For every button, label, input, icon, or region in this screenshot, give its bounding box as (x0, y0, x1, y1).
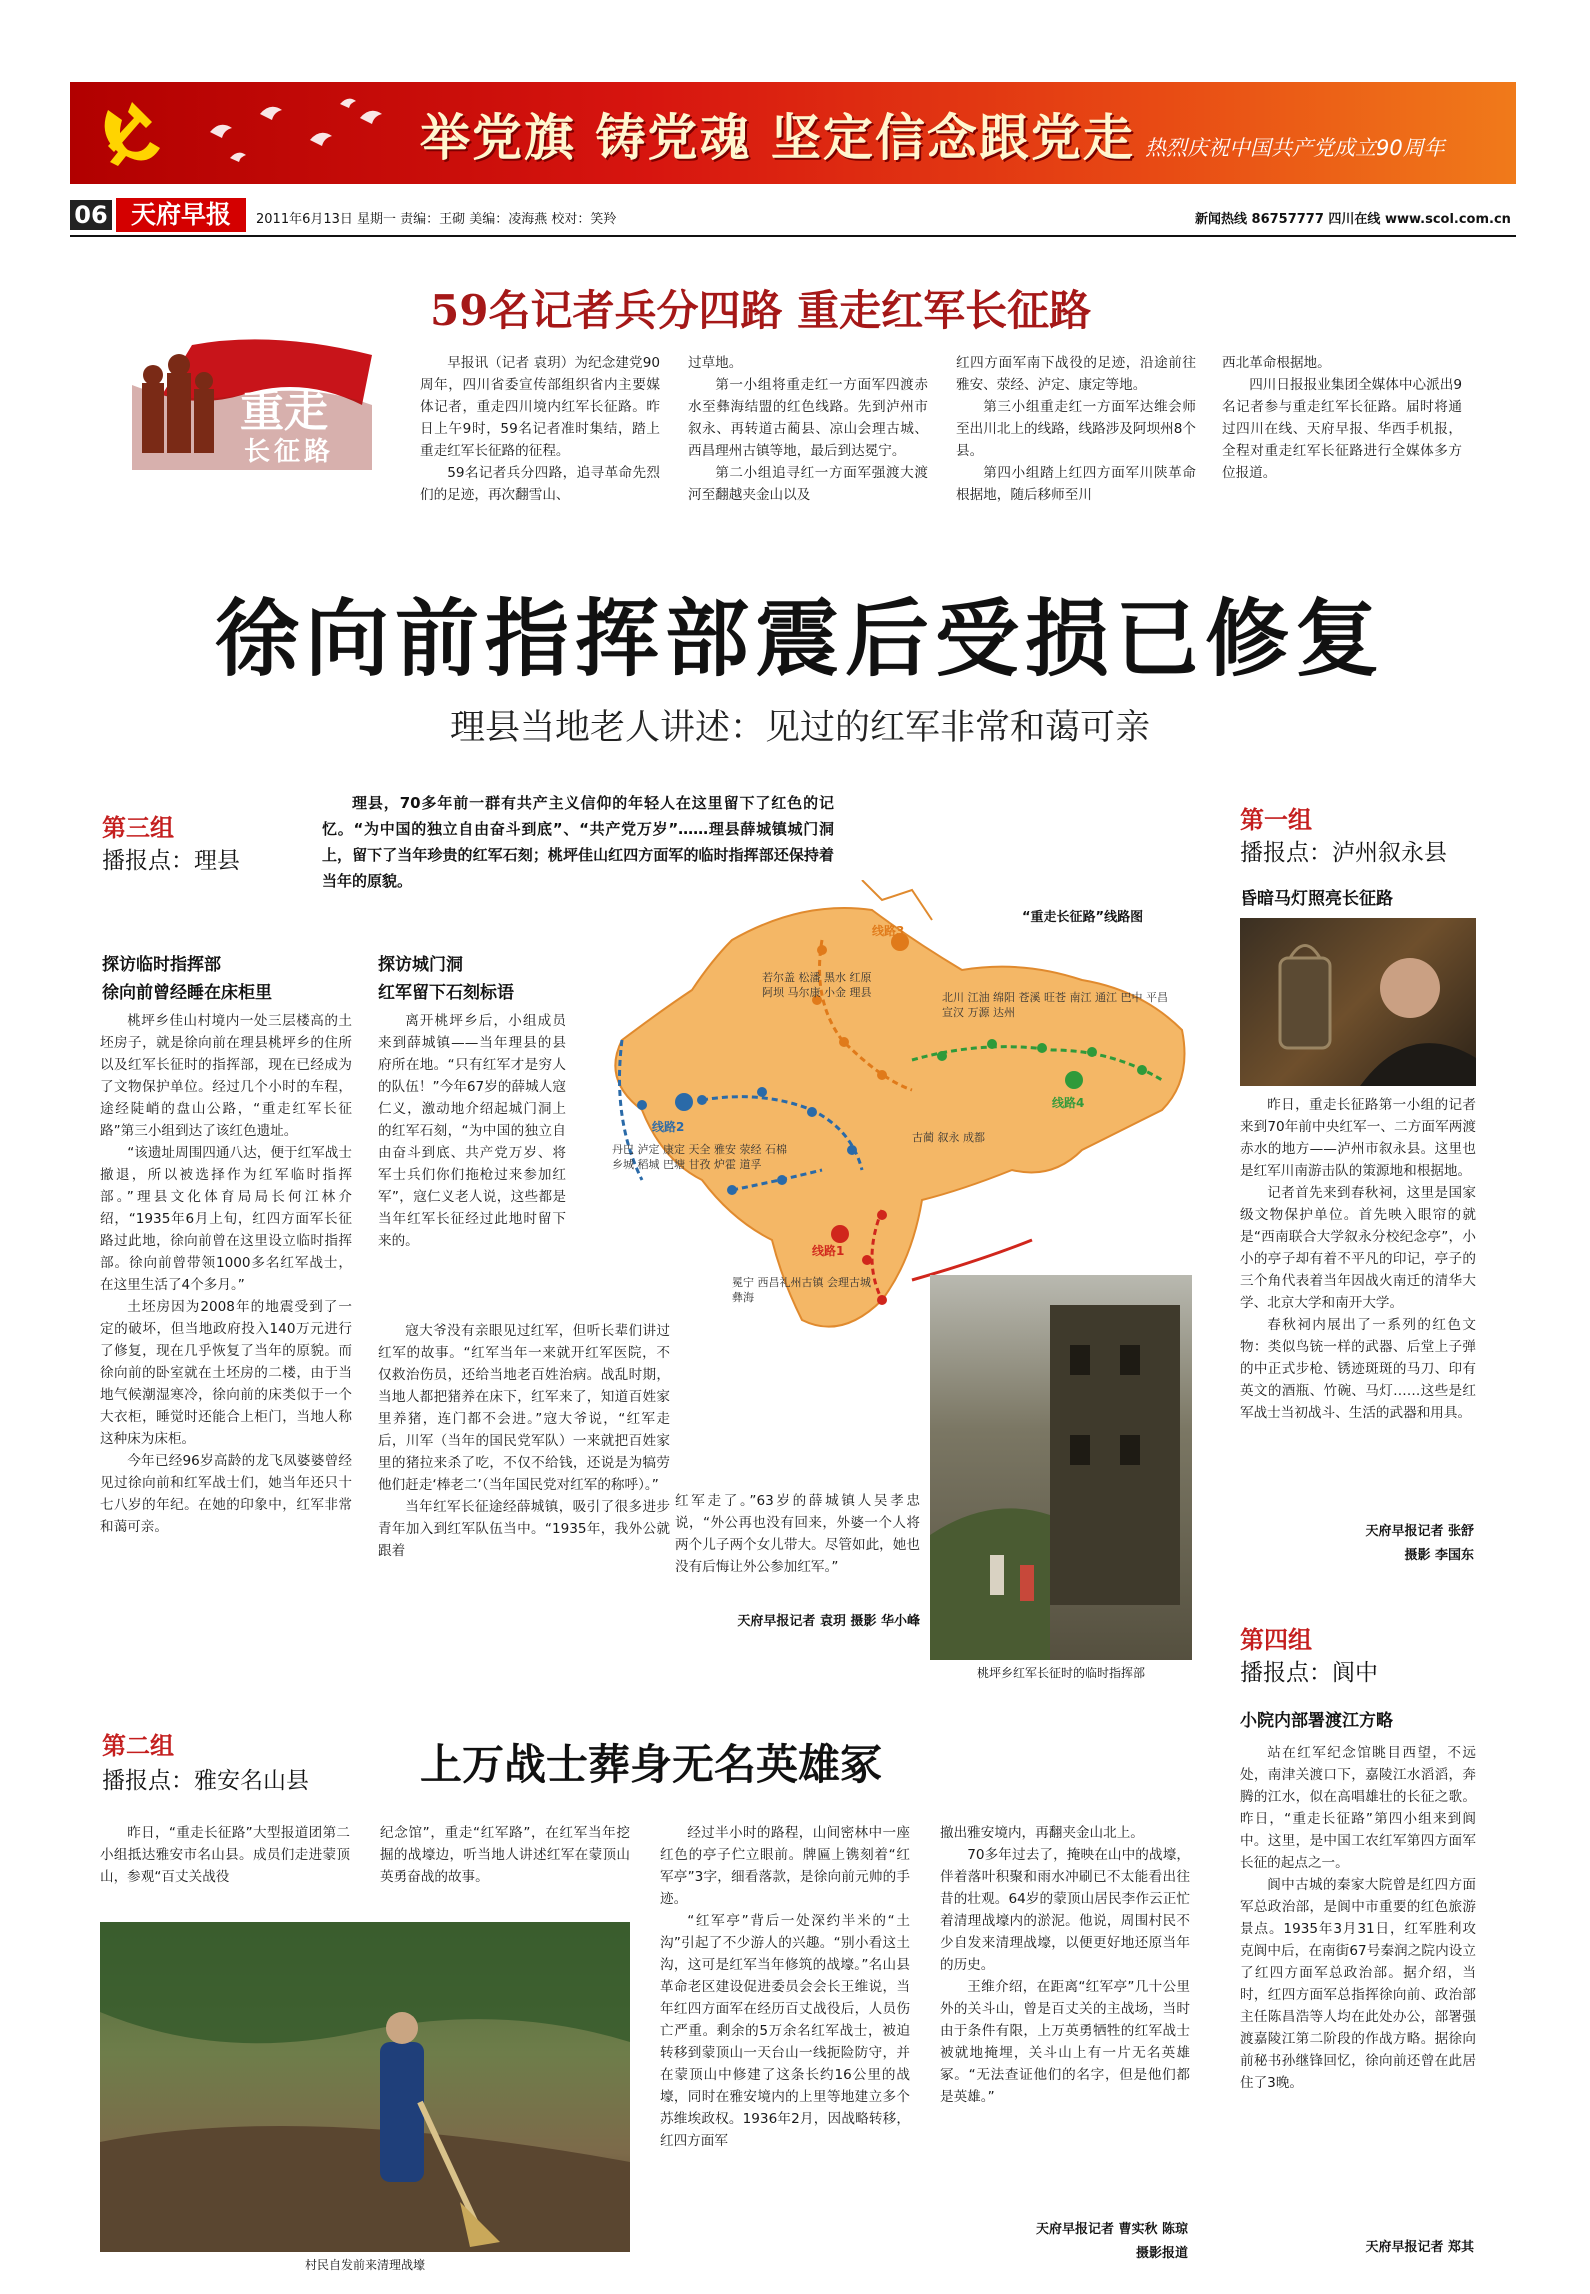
command-post-photo (930, 1275, 1192, 1660)
paragraph: “该遗址周围四通八达，便于红军战士撤退，所以被选择作为红军临时指挥部。”理县文化体育局局长何江林介绍，“1935年6月上旬，红四方面军长征路过此地，徐向前曾在这里设立临时指挥部。徐向前曾带领1000多名红军战士，在这里生活了4个多月。” (100, 1145, 352, 1293)
paragraph: 春秋祠内展出了一系列的红色文物：类似鸟铳一样的武器、后堂上子弹的中正式步枪、锈迹斑斑的马刀、印有英文的酒瓶、竹碗、马灯……这些是红军战士当初战斗、生活的武器和用具。 (1240, 1317, 1476, 1421)
group2-headline: 上万战士葬身无名英雄冢 (420, 1740, 883, 1789)
group2-intro-left (100, 1822, 350, 1888)
map-place: 马尔康 (787, 986, 821, 999)
group3-label: 第三组 (102, 813, 174, 842)
map-place: 巴塘 (663, 1158, 685, 1171)
top-story-col1 (420, 352, 660, 506)
map-place: 理县 (849, 986, 872, 999)
group4-label: 第四组 (1240, 1625, 1312, 1654)
map-places-route3 (762, 970, 872, 1000)
group4-title: 小院内部署渡江方略 (1240, 1711, 1393, 1731)
old-building-photo-icon (930, 1275, 1192, 1660)
paragraph: “红军亭”背后一处深约半米的“土沟”引起了不少游人的兴趣。“别小看这土沟，这可是红军当年修筑的战壕。”名山县革命老区建设促进委员会会长王维说，当年红四方面军在经历百丈战役后，人员伤亡严重。剩余的5万余名红军战士，被迫转移到蒙顶山一天台山一线扼险防守，并在蒙顶山中修建了这条长约16公里的战壕，同时在雅安境内的上里等地建立多个苏维埃政权。1936年2月，因战略转移，红四方面军 (660, 1913, 910, 2149)
series-logo-title: 重走 (240, 386, 328, 437)
top-story-col4 (1222, 352, 1462, 484)
paragraph: 第二小组追寻红一方面军强渡大渡河至翻越夹金山以及 (688, 465, 928, 503)
paragraph: 记者首先来到春秋祠，这里是国家级文物保护单位。首先映入眼帘的就是“西南联合大学叙永分校纪念亭”，小小的亭子却有着不平凡的印记，亭子的三个角代表着当年因战火南迁的清华大学、北京大学和南开大学。 (1240, 1185, 1476, 1311)
group4-byline: 天府早报记者 郑其 (1365, 2240, 1474, 2255)
paragraph: 站在红军纪念馆眺目西望，不远处，南津关渡口下，嘉陵江水滔滔，奔腾的江水，似在高唱雄壮的长征之歌。昨日，“重走长征路”第四小组来到阆中。这里，是中国工农红军第四方面军长征的起点之一。 (1240, 1745, 1476, 1871)
trench-caption: 村民自发前来清理战壕 (304, 2258, 425, 2272)
paragraph: 四川日报报业集团全媒体中心派出9名记者参与重走红军长征路。届时将通过四川在线、天府早报、华西手机报，全程对重走红军长征路进行全媒体多方位报道。 (1222, 377, 1462, 481)
group4-place: 播报点：阆中 (1240, 1660, 1378, 1686)
group1-place: 播报点：泸州叙永县 (1240, 840, 1447, 866)
group2-col-b (940, 1822, 1190, 2108)
group2-place: 播报点：雅安名山县 (102, 1768, 309, 1794)
lantern-photo (1240, 918, 1476, 1086)
map-place: 道孚 (739, 1158, 762, 1171)
paragraph: 70多年过去了，掩映在山中的战壕，伴着落叶积聚和雨水冲刷已不太能看出往昔的壮观。64岁的蒙顶山居民李作云正忙着清理战壕内的淤泥。他说，周围村民不少自发来清理战壕，以便更好地还原当年的历史。 (940, 1847, 1190, 1973)
group2-col-a (660, 1822, 910, 2152)
map-place: 巴中 (1120, 991, 1143, 1004)
group2-label: 第二组 (102, 1731, 174, 1760)
trench-photo-icon (100, 1922, 630, 2252)
map-place: 北川 (942, 991, 964, 1004)
paragraph: 西北革命根据地。 (1222, 355, 1331, 371)
series-logo (122, 335, 392, 475)
map-place: 石棉 (765, 1143, 787, 1156)
section1-title: 探访临时指挥部 (102, 955, 221, 975)
command-post-caption: 桃坪乡红军长征时的临时指挥部 (976, 1666, 1145, 1680)
section1-body (100, 1010, 352, 1538)
group1-body (1240, 1094, 1476, 1424)
map-place: 会理古城 (827, 1276, 871, 1289)
paragraph: 红四方面军南下战役的足迹，沿途前往雅安、荥经、泸定、康定等地。 (956, 355, 1196, 393)
page-number: 06 (70, 200, 112, 230)
map-place: 平昌 (1146, 991, 1168, 1004)
map-place: 稻城 (637, 1158, 660, 1171)
paragraph: 第一小组将重走红一方面军四渡赤水至彝海结盟的红色线路。先到泸州市叙永、再转道古蔺县、凉山会理古城、西昌理州古镇等地，最后到达冕宁。 (688, 377, 928, 459)
map-route-label: 线路3 (872, 924, 905, 938)
map-place: 康定 (663, 1143, 685, 1156)
map-route-label: 线路4 (1052, 1096, 1085, 1110)
paragraph: 第四小组踏上红四方面军川陕革命根据地，随后移师至川 (956, 465, 1196, 503)
main-subheadline: 理县当地老人讲述：见过的红军非常和蔼可亲 (449, 708, 1150, 748)
map-place: 苍溪 (1018, 991, 1041, 1004)
map-place: 雅安 (714, 1143, 736, 1156)
paragraph: 寇大爷没有亲眼见过红军，但听长辈们讲过红军的故事。“红军当年一来就开红军医院，不仅救治伤员，还给当地老百姓治病。战乱时期，当地人都把猪养在床下，红军来了，知道百姓家里养猪，连门都不会进。”寇大爷说，“红军走后，川军（当年的国民党军队）一来就把百姓家里的猪拉来杀了吃，不仅不给钱，还说是为犒劳他们赶走‘棒老二’（当年国民党对红军的称呼）。” (378, 1323, 670, 1493)
group2-byline: 天府早报记者 曹实秋 陈琼 (1035, 2222, 1188, 2237)
map-place: 甘孜 (688, 1158, 711, 1171)
map-route-label: 线路1 (812, 1244, 845, 1258)
map-places-route1 (732, 1275, 872, 1305)
lantern-photo-icon (1240, 918, 1476, 1086)
map-place: 江油 (967, 991, 990, 1004)
paragraph: 红军走了。”63岁的薛城镇人吴孝忠说，“外公再也没有回来，外婆一个人将两个儿子两个女儿带大。尽管如此，她也没有后悔让外公参加红军。” (675, 1493, 920, 1575)
map-place: 南江 (1069, 991, 1092, 1004)
paragraph: 第三小组重走红一方面军达维会师至出川北上的线路，线路涉及阿坝州8个县。 (956, 399, 1196, 459)
trench-photo (100, 1922, 630, 2252)
paragraph: 王维介绍，在距离“红军亭”几十公里外的关斗山，曾是百丈关的主战场，当时由于条件有限，上万英勇牺牲的红军战士被就地掩埋，关斗山上有一片无名英雄冢。“无法查证他们的名字，但是他们都是英雄。” (940, 1979, 1190, 2105)
map-place: 西昌礼州古镇 (757, 1276, 824, 1289)
paragraph: 昨日，重走长征路第一小组的记者来到70年前中央红军一、二方面军两渡赤水的地方——泸州市叙永县。这里也是红军川南游击队的策源地和根据地。 (1240, 1097, 1476, 1179)
date-line: 2011年6月13日 星期一 责编：王砌 美编：凌海燕 校对：笑羚 (256, 212, 617, 227)
paragraph: 经过半小时的路程，山间密林中一座红色的亭子伫立眼前。牌匾上镌刻着“红军亭”3字，细看落款，是徐向前元帅的手迹。 (660, 1825, 910, 1907)
main-lead: 理县，70多年前一群有共产主义信仰的年轻人在这里留下了红色的记忆。“为中国的独立自由奋斗到底”、“共产党万岁”……理县薛城镇城门洞上，留下了当年珍贵的红军石刻；桃坪佳山红四方面军的临时指挥部还保持着当年的原貌。 (322, 794, 834, 890)
party-emblem-icon (88, 90, 174, 176)
map-place: 若尔盖 (762, 971, 795, 984)
map-place: 松潘 (798, 971, 821, 984)
map-places-route2 (612, 1142, 792, 1172)
map-place: 彝海 (732, 1291, 754, 1304)
banner-slogan: 举党旗 铸党魂 坚定信念跟党走 (420, 108, 1135, 167)
map-place: 通江 (1095, 991, 1117, 1004)
paragraph: 离开桃坪乡后，小组成员来到薛城镇——当年理县的县府所在地。“只有红军才是穷人的队伍！”今年67岁的薛城人寇仁义，激动地介绍起城门洞上的红军石刻，“为中国的独立自由奋斗到底、共产党万岁、将军士兵们你们拖枪过来参加红军”，寇仁义老人说，这些都是当年红军长征经过此地时留下来的。 (378, 1013, 566, 1249)
paragraph: 撤出雅安境内，再翻夹金山北上。 (940, 1825, 1144, 1841)
map-title: “重走长征路”线路图 (1022, 910, 1144, 925)
paper-name: 天府早报 (116, 198, 246, 232)
group1-byline: 天府早报记者 张舒 (1365, 1524, 1474, 1539)
map-place: 宣汉 (942, 1006, 964, 1019)
paragraph: 当年红军长征途经薛城镇，吸引了很多进步青年加入到红军队伍当中。“1935年，我外公就跟着 (378, 1499, 670, 1559)
top-story-col2 (688, 352, 928, 506)
map-place: 冕宁 (732, 1276, 754, 1289)
section2-body-top (378, 1010, 566, 1252)
map-place: 旺苍 (1044, 991, 1066, 1004)
map-place: 炉霍 (714, 1158, 736, 1171)
map-place: 达州 (993, 1006, 1015, 1019)
map-place: 天全 (688, 1143, 711, 1156)
paragraph: 阆中古城的秦家大院曾是红四方面军总政治部，是阆中市重要的红色旅游景点。1935年3月31日，红军胜利攻克阆中后，在南街67号秦润之院内设立了红四方面军总政治部。据介绍，当时，红四方面军总指挥徐向前、政治部主任陈昌浩等人均在此处办公，部署强渡嘉陵江第二阶段的作战方略。据徐向前秘书孙继锋回忆，徐向前还曾在此居住了3晚。 (1240, 1877, 1476, 2091)
map-place: 荥经 (739, 1143, 762, 1156)
map-place: 阿坝 (762, 986, 784, 999)
group1-label: 第一组 (1240, 805, 1312, 834)
group2-photo-byline: 摄影报道 (1135, 2246, 1188, 2261)
map-place: 黑水 (824, 971, 846, 984)
group2-intro-right (380, 1822, 630, 1888)
top-story-col3 (956, 352, 1196, 506)
map-place: 乡城 (612, 1158, 634, 1171)
top-banner (70, 82, 1516, 184)
paragraph: 土坯房因为2008年的地震受到了一定的破坏，但当地政府投入140万元进行了修复，现在几乎恢复了当年的原貌。而徐向前的卧室就在土坯房的二楼，由于当地气候潮湿寒冷，徐向前的床类似于一个大衣柜，睡觉时还能合上柜门，当地人称这种床为床柜。 (100, 1299, 352, 1447)
map-route-label: 线路2 (652, 1120, 685, 1134)
map-places-other (912, 1130, 992, 1145)
group4-body (1240, 1742, 1476, 2094)
map-place: 叙永 (937, 1131, 960, 1144)
map-place: 泸定 (637, 1143, 660, 1156)
section2-continued (675, 1490, 920, 1578)
hotline: 新闻热线 86757777 四川在线 www.scol.com.cn (1195, 212, 1511, 227)
section2-subtitle: 红军留下石刻标语 (378, 983, 514, 1003)
paragraph: 纪念馆”，重走“红军路”，在红军当年挖掘的战壕边，听当地人讲述红军在蒙顶山英勇奋战的故事。 (380, 1825, 630, 1885)
group1-photo-byline: 摄影 李国东 (1404, 1548, 1474, 1563)
map-place: 丹巴 (612, 1143, 634, 1156)
top-story-headline: 59名记者兵分四路 重走红军长征路 (430, 286, 1092, 335)
section2-body-bottom (378, 1320, 670, 1562)
map-place: 万源 (967, 1006, 990, 1019)
section1-subtitle: 徐向前曾经睡在床柜里 (102, 983, 272, 1003)
group1-title: 昏暗马灯照亮长征路 (1240, 889, 1393, 909)
banner-anniversary-text: 热烈庆祝中国共产党成立90周年 (1145, 136, 1445, 160)
paragraph: 过草地。 (688, 355, 743, 371)
map-place: 绵阳 (993, 991, 1015, 1004)
section2-title: 探访城门洞 (378, 955, 463, 975)
map-place: 小金 (824, 986, 846, 999)
main-byline: 天府早报记者 袁玥 摄影 华小峰 (737, 1614, 920, 1629)
paragraph: 早报讯（记者 袁玥）为纪念建党90周年，四川省委宣传部组织省内主要媒体记者，重走四川境内红军长征路。昨日上午9时，59名记者准时集结，踏上重走红军长征路的征程。 (420, 355, 660, 459)
main-headline: 徐向前指挥部震后受损已修复 (214, 589, 1385, 688)
paragraph: 59名记者兵分四路，追寻革命先烈们的足迹，再次翻雪山、 (420, 465, 660, 503)
paragraph: 昨日，“重走长征路”大型报道团第二小组抵达雅安市名山县。成员们走进蒙顶山，参观“百丈关战役 (100, 1825, 350, 1885)
paragraph: 桃坪乡佳山村境内一处三层楼高的土坯房子，就是徐向前在理县桃坪乡的住所以及红军长征时的指挥部，现在已经成为了文物保护单位。经过几个小时的车程，途经陡峭的盘山公路，“重走红军长征路”第三小组到达了该红色遗址。 (100, 1013, 352, 1139)
group3-place: 播报点：理县 (102, 848, 240, 874)
map-place: 红原 (849, 971, 872, 984)
map-place: 成都 (963, 1131, 985, 1144)
map-places-route4 (942, 990, 1172, 1020)
doves-icon (190, 92, 410, 172)
paragraph: 今年已经96岁高龄的龙飞凤婆婆曾经见过徐向前和红军战士们，她当年还只十七八岁的年纪。在她的印象中，红军非常和蔼可亲。 (100, 1453, 352, 1535)
map-place: 古蔺 (912, 1131, 934, 1144)
series-logo-subtitle: 长征路 (244, 437, 335, 467)
